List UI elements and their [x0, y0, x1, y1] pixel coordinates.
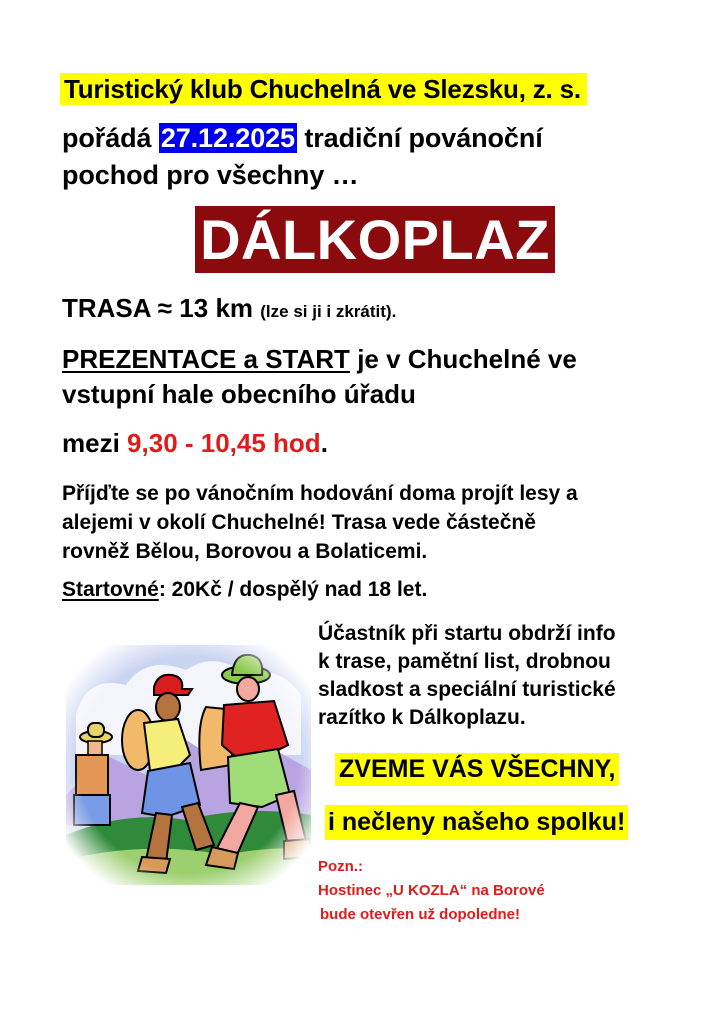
fee-value: : 20Kč / dospělý nad 18 let. [158, 578, 428, 601]
participant-line: Účastník při startu obdrží info [318, 622, 616, 645]
start-time [62, 427, 328, 459]
event-title-banner: DÁLKOPLAZ [195, 206, 555, 273]
participant-line: sladkost a speciální turistické [318, 678, 616, 701]
hikers-illustration-icon [66, 645, 311, 885]
invitation-paragraph [62, 479, 578, 566]
organizes-prefix: pořádá [62, 123, 152, 153]
participant-line: razítko k Dálkoplazu. [318, 706, 526, 729]
presentation-line2: vstupní hale obecního úřadu [62, 379, 416, 409]
note-label: Pozn.: [318, 858, 363, 875]
event-intro [62, 120, 543, 194]
invite-callout: ZVEME VÁS VŠECHNY, [335, 753, 619, 786]
presentation-info [62, 342, 577, 412]
time-prefix: mezi [62, 428, 120, 458]
nonmembers-callout: i nečleny našeho spolku! [325, 805, 628, 840]
invitation-line: rovněž Bělou, Borovou a Bolaticemi. [62, 540, 428, 563]
route-note: (lze si ji i zkrátit). [260, 302, 397, 321]
organizes-suffix: tradiční povánoční [304, 123, 543, 153]
note-line: Hostinec „U KOZLA“ na Borové [318, 882, 545, 899]
participant-benefits [318, 620, 616, 732]
note [318, 855, 545, 927]
invitation-line: alejemi v okolí Chuchelné! Trasa vede částečně [62, 511, 536, 534]
event-date: 27.12.2025 [160, 123, 295, 153]
invitation-line: Příjďte se po vánočním hodování doma projít lesy a [62, 482, 578, 505]
event-intro-line1 [62, 120, 543, 157]
event-intro-line2: pochod pro všechny … [62, 160, 359, 190]
time-range: 9,30 - 10,45 hod [127, 428, 321, 458]
presentation-heading: PREZENTACE a START [62, 344, 350, 374]
participant-line: k trase, pamětní list, drobnou [318, 650, 611, 673]
note-line: bude otevřen už dopoledne! [320, 906, 521, 923]
fee-label: Startovné [62, 578, 159, 601]
presentation-location: je v Chuchelné ve [357, 344, 577, 374]
route-length: TRASA ≈ 13 km [62, 293, 254, 323]
presentation-line1 [62, 342, 577, 377]
entry-fee [62, 575, 427, 605]
route-info [62, 292, 396, 328]
club-name: Turistický klub Chuchelná ve Slezsku, z. s. [60, 73, 587, 105]
time-suffix: . [320, 428, 328, 458]
